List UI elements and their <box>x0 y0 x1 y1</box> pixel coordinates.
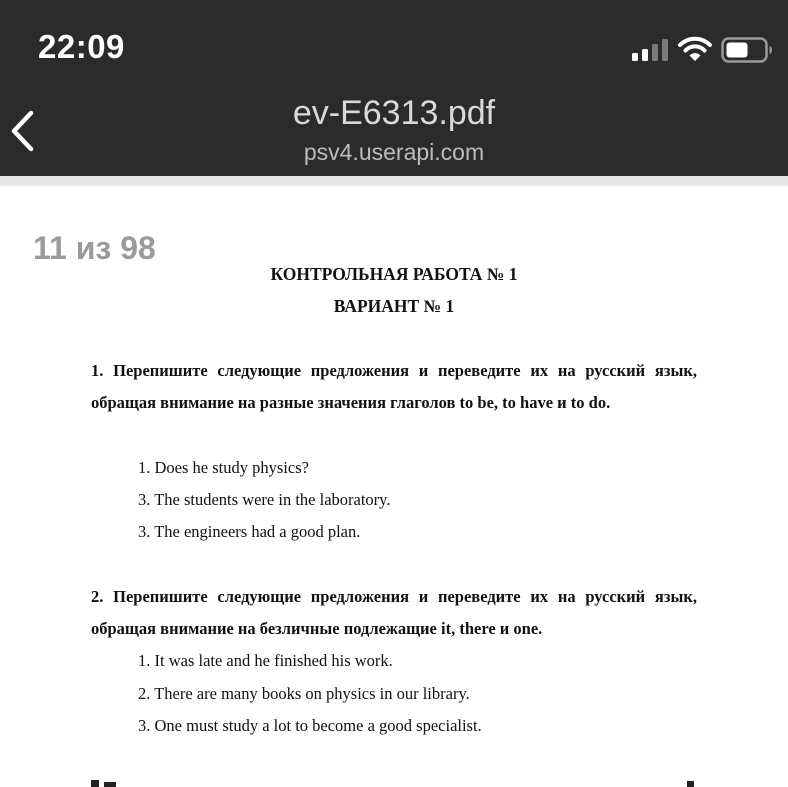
page-indicator: 11 из 98 <box>33 230 156 266</box>
next-task-fragment <box>91 780 99 787</box>
next-task-fragment-2 <box>104 782 116 787</box>
task1-item-3: 3. The engineers had a good plan. <box>138 522 361 541</box>
wifi-icon <box>678 36 712 67</box>
document-subheading: ВАРИАНТ № 1 <box>333 296 455 316</box>
task1-item-2: 3. The students were in the laboratory. <box>138 490 391 509</box>
header-divider <box>0 176 788 186</box>
task2-item-3: 3. One must study a lot to become a good specialist. <box>138 716 482 735</box>
document-heading: КОНТРОЛЬНАЯ РАБОТА № 1 <box>270 264 518 284</box>
task1-instructions: 1. Перепишите следующие предложения и переведите их на русский язык, обращая внимание на разные значения глаголов to be, to have и to do. <box>91 361 697 412</box>
navigation-bar <box>0 0 788 176</box>
task2-item-2: 2. There are many books on physics in our library. <box>138 684 470 703</box>
task2-instructions: 2. Перепишите следующие предложения и переведите их на русский язык, обращая внимание на безличные подлежащие it, there и one. <box>91 587 697 638</box>
task1-item-1: 1. Does he study physics? <box>138 458 309 477</box>
document-source: psv4.userapi.com <box>303 139 485 165</box>
cellular-signal-icon <box>632 39 670 66</box>
battery-icon <box>721 37 773 68</box>
status-time: 22:09 <box>38 28 125 65</box>
document-title: ev-E6313.pdf <box>292 94 496 132</box>
next-task-fragment-3 <box>687 781 694 787</box>
task2-item-1: 1. It was late and he finished his work. <box>138 651 393 670</box>
